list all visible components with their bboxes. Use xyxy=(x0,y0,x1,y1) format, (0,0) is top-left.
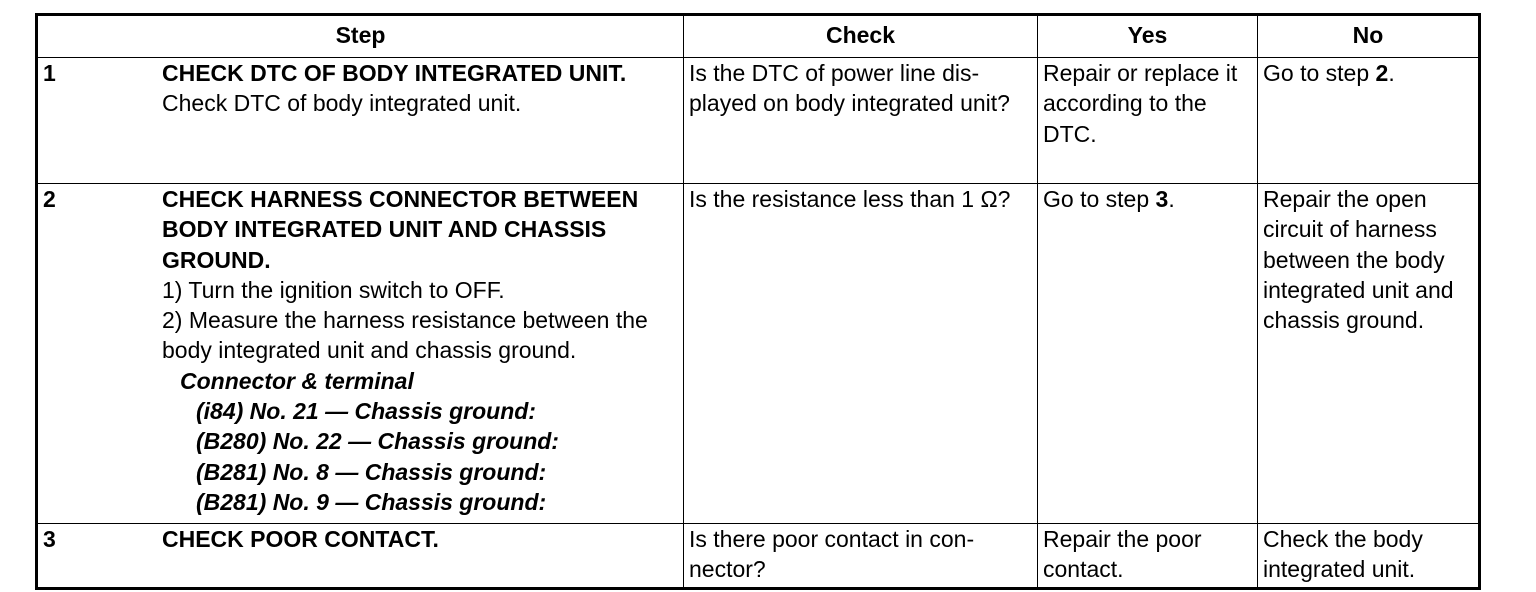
table-row xyxy=(37,524,1480,589)
step-detail: Check DTC of body integrated unit. xyxy=(162,90,522,117)
step-number: 2 xyxy=(43,186,56,212)
step-title: CHECK DTC OF BODY INTEGRATED UNIT. xyxy=(162,60,627,86)
step-cell xyxy=(37,58,684,184)
header-check: Check xyxy=(684,15,1038,58)
instruction-1: 1) Turn the ignition switch to OFF. xyxy=(162,276,505,303)
step-title: CHECK POOR CONTACT. xyxy=(162,526,439,552)
instruction-2: 2) Measure the harness resistance between the body integrated unit and chassis ground. xyxy=(162,307,648,364)
no-text-prefix: Go to step xyxy=(1263,60,1376,86)
table-row xyxy=(37,58,1480,184)
no-cell xyxy=(1258,524,1480,589)
step-cell xyxy=(37,184,684,524)
no-text: Check the body integrated unit. xyxy=(1263,526,1423,583)
no-text-suffix: . xyxy=(1388,60,1395,86)
yes-cell xyxy=(1038,58,1258,184)
check-text: Is there poor contact in con-nector? xyxy=(689,526,975,583)
yes-cell xyxy=(1038,524,1258,589)
header-no: No xyxy=(1258,15,1480,58)
no-cell xyxy=(1258,58,1480,184)
no-step-ref: 2 xyxy=(1375,60,1389,86)
header-yes: Yes xyxy=(1038,15,1258,58)
no-text: Repair the open circuit of harness between the body integrated unit and chassis ground. xyxy=(1263,186,1454,334)
check-cell xyxy=(684,58,1038,184)
connector-spec: (B281) No. 8 — Chassis ground: xyxy=(196,458,547,485)
yes-step-ref: 3 xyxy=(1155,186,1169,212)
yes-text: Repair or replace it according to the DTC. xyxy=(1043,60,1238,147)
check-text: Is the resistance less than 1 Ω? xyxy=(689,186,1011,212)
yes-text: Repair the poor contact. xyxy=(1043,526,1202,583)
diagnostic-table xyxy=(35,13,1481,590)
yes-cell xyxy=(1038,184,1258,524)
table-row xyxy=(37,184,1480,524)
connector-spec: (B281) No. 9 — Chassis ground: xyxy=(196,488,547,515)
step-number: 3 xyxy=(43,526,56,552)
header-row xyxy=(37,15,1480,58)
step-title: CHECK HARNESS CONNECTOR BETWEEN BODY INTEGRATED UNIT AND CHASSIS GROUND. xyxy=(162,186,639,273)
connector-spec: (i84) No. 21 — Chassis ground: xyxy=(196,398,536,425)
check-cell xyxy=(684,184,1038,524)
connector-spec: (B280) No. 22 — Chassis ground: xyxy=(196,428,559,455)
no-cell xyxy=(1258,184,1480,524)
yes-text-prefix: Go to step xyxy=(1043,186,1156,212)
header-step: Step xyxy=(37,15,684,58)
yes-text-suffix: . xyxy=(1168,186,1175,212)
check-text: Is the DTC of power line dis-played on body integrated unit? xyxy=(689,60,1010,117)
connector-label: Connector & terminal xyxy=(180,367,414,394)
step-cell xyxy=(37,524,684,589)
check-cell xyxy=(684,524,1038,589)
step-number: 1 xyxy=(43,60,56,86)
